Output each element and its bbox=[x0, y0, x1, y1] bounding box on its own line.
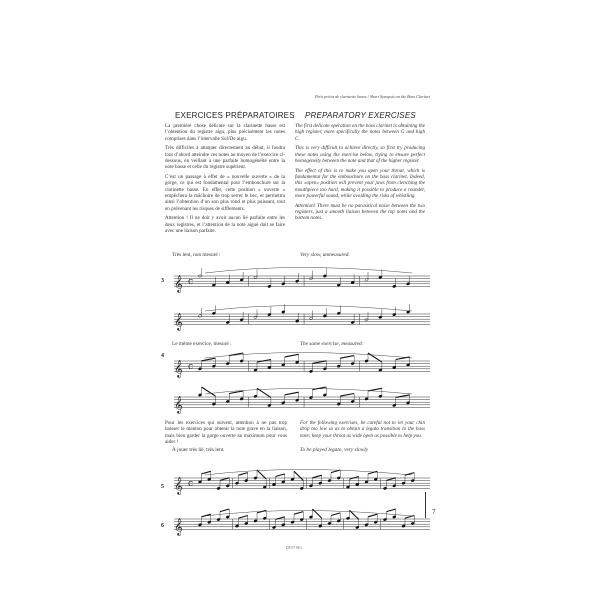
english-paragraph: Attention! There must be no parasitical noise between the two registers, just a smooth liaison between the top notes and the bottom notes. bbox=[295, 202, 425, 222]
staff-ex4-line1 bbox=[160, 348, 432, 384]
french-note-text: Pour les exercices qui suivent, attention à ne pas trop baisser le menton pour obtenir la note grave en la liaison, mais bien garder la gorge ouverte au maximum pour vous aider ! bbox=[165, 420, 287, 445]
english-column bbox=[295, 123, 425, 225]
caption-ex3-en: Very slow, unmeasured. bbox=[300, 252, 350, 258]
treble-clef-icon: 𝄞 bbox=[174, 276, 183, 293]
treble-clef-icon: 𝄞 bbox=[174, 397, 183, 414]
time-signature: c bbox=[188, 479, 194, 490]
exercise-number-5: 5 bbox=[161, 484, 164, 490]
caption-ex5-fr: À jouer très lié, très lent. bbox=[172, 447, 225, 453]
french-paragraph: La première chose délicate sur la clarinette basse est l’obtention du registre aigu, plus précisément les notes comprises dans l’intervalle Sol/Do aigu. bbox=[165, 123, 285, 142]
french-column bbox=[165, 123, 285, 238]
caption-ex3-fr: Très lent, non mesuré : bbox=[172, 252, 221, 258]
page-edge-rule bbox=[425, 492, 426, 518]
english-paragraph: The effect of this is to make you open your throat, which is fundamental for the embouchure on the bass clarinet. Indeed, this «open» position will prevent your jaws from clenching the mouthpiece too hard, making it possible to produce a rounder, more powerful sound, while avoiding the risks of whistling. bbox=[295, 167, 425, 199]
french-paragraph: Attention ! Il ne doit y avoir aucun lié parfaite entre les deux registres, et l’attention de la note aiguë doit se faire avec une liaison parfaite. bbox=[165, 215, 285, 234]
french-paragraph: C’est un passage à effet de « nouvelle ouverte » de la gorge, ce qui est fondamental pour l’embouchure sur la clarinette basse. En effet, cette position « ouverte » empêchera la mâchoire de trop serrer le bec, et permettra ainsi l’obtention d’un son plus rond et plus puissant, tout en prévenant les risques de sifflements. bbox=[165, 174, 285, 212]
staff-ex6 bbox=[160, 503, 432, 545]
treble-clef-icon: 𝄞 bbox=[174, 519, 183, 536]
english-paragraph: The first delicate operation on the bass clarinet is obtaining the high register, more specifically the notes between G and high C. bbox=[295, 123, 425, 142]
treble-clef-icon: 𝄞 bbox=[174, 478, 183, 495]
time-signature: c bbox=[188, 362, 194, 373]
english-paragraph: This is very difficult to achieve directly, so first try producing these notes using the exercise below, trying to ensure perfect homogeneity between the note and that of the higher register. bbox=[295, 145, 425, 164]
french-note bbox=[165, 420, 287, 449]
staff-ex4-line2 bbox=[160, 384, 432, 420]
treble-clef-icon: 𝄞 bbox=[174, 361, 183, 378]
heading-french: EXERCICES PRÉPARATOIRES bbox=[175, 111, 295, 120]
treble-clef-icon: 𝄞 bbox=[174, 314, 183, 331]
exercise-number-6: 6 bbox=[161, 523, 164, 529]
caption-ex4-fr: Le même exercice, mesuré : bbox=[172, 341, 232, 347]
staff-ex3-line2 bbox=[160, 300, 432, 338]
staff-ex3-line1 bbox=[160, 262, 432, 300]
french-paragraph: Très difficiles à attaquer directement au début, il faudra tout d’abord atteindre ces notes au moyen de l’exercice ci-dessous, en veillant à une parfaite homogénéité entre la note basse et celle du registre supérieur. bbox=[165, 145, 285, 171]
caption-ex5-en: To be played legato, very slowly bbox=[300, 447, 369, 453]
exercise-number-3: 3 bbox=[161, 278, 164, 284]
heading-english: PREPARATORY EXERCISES bbox=[305, 111, 416, 120]
time-signature: c bbox=[188, 277, 194, 288]
staff-ex5 bbox=[160, 463, 432, 503]
caption-ex4-en: The same exercise, measured: bbox=[300, 341, 364, 347]
page-number: 7 bbox=[432, 508, 436, 516]
english-note bbox=[300, 420, 425, 442]
publisher-code: DF 07 98 L bbox=[286, 546, 303, 550]
running-head: Petit précis de clarinette basse / Short Synopsis on the Bass Clarinet bbox=[314, 94, 430, 99]
exercise-number-4: 4 bbox=[161, 353, 164, 359]
english-note-text: For the following exercises, be careful not to let your chin drop too low so as to obtain a legato transition to the bass note; keep your throat as wide open as possible to help you. bbox=[300, 420, 425, 439]
